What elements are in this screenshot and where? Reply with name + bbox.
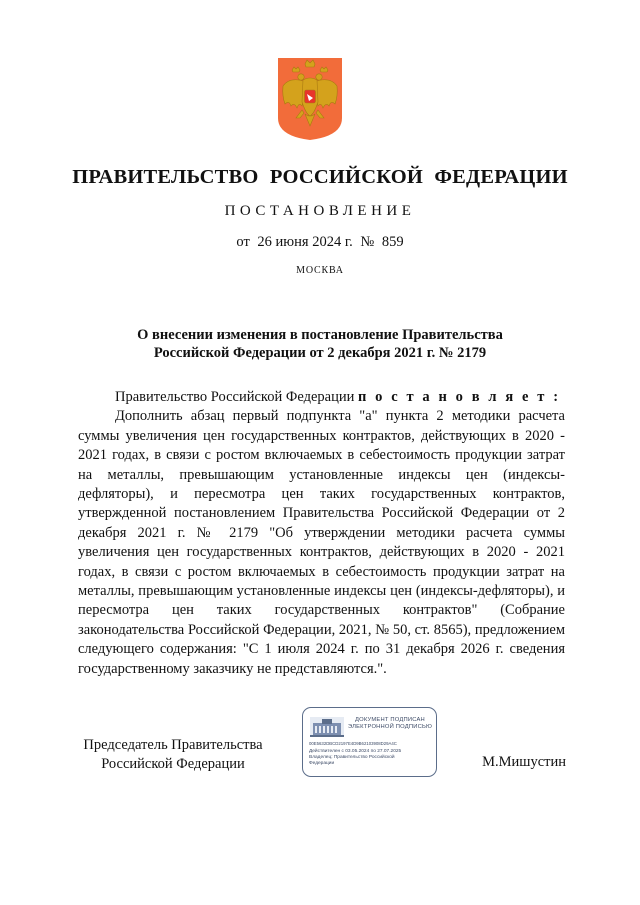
resolves-word: п о с т а н о в л я е т : <box>357 389 561 405</box>
heading-line-2: Российской Федерации от 2 декабря 2021 г. № 2179 <box>153 345 487 361</box>
stamp-title <box>347 717 433 731</box>
document-number: 859 <box>381 234 404 250</box>
heading-line-1: О внесении изменения в постановление Правительства <box>137 327 503 343</box>
number-sign: № <box>360 234 375 250</box>
stamp-owner-line-1: Владелец: Правительство Российской <box>309 755 395 760</box>
stamp-title-line-2: ЭЛЕКТРОННОЙ ПОДПИСЬЮ <box>347 724 433 731</box>
stamp-owner-line-2: Федерации <box>309 761 335 766</box>
government-title: ПРАВИТЕЛЬСТВО РОССИЙСКОЙ ФЕДЕРАЦИИ <box>72 166 568 188</box>
stamp-title-line-1: ДОКУМЕНТ ПОДПИСАН <box>355 717 425 723</box>
stamp-validity: Действителен с 03.05.2024 по 27.07.2025 <box>309 749 402 754</box>
signer-name: М.Мишустин <box>482 754 566 770</box>
government-building-icon <box>310 717 344 737</box>
russian-coat-of-arms-icon <box>276 56 344 142</box>
resolution-lead <box>78 388 565 407</box>
document-date-line <box>0 234 640 251</box>
signer-position-line-2: Российской Федерации <box>101 755 245 772</box>
signer-position-line-1: Председатель Правительства <box>83 737 263 753</box>
signer-position <box>78 736 268 773</box>
date-prefix: от <box>236 234 250 250</box>
lead-text: Правительство Российской Федерации <box>115 389 355 405</box>
document-date: 26 июня 2024 г. <box>257 234 353 250</box>
document-body <box>78 388 565 679</box>
resolution-paragraph: Дополнить абзац первый подпункта "а" пункта 2 методики расчета суммы увеличения цен государственных контрактов, действующих в 2020 - 2021 годах, в связи с ростом включаемых в себестоимость продукции затрат на металлы, превышающим установленные индексы цен (индексы-дефляторы), и пересмотра цен таких государственных контрактов, утвержденной постановлением Правительства Российской Федерации от 2 декабря 2021 г. № 2179 "Об утверждении методики расчета суммы увеличения цен государственных контрактов, действующих в 2020 - 2021 годах, в связи с ростом включаемых в себестоимость продукции затрат на металлы, превышающим установленные индексы цен (индексы-дефляторы), и пересмотра цен таких государственных контрактов" (Собрание законодательства Российской Федерации, 2021, № 50, ст. 8565), предложением следующего содержания: "С 1 июля 2024 г. по 31 декабря 2026 г. сведения государственному заказчику не представляются.". <box>78 408 565 677</box>
city: МОСКВА <box>296 265 344 276</box>
stamp-certificate: 00E5632DBCD2197E4D9B62103908D29A4C <box>309 741 397 746</box>
electronic-signature-stamp <box>302 707 437 777</box>
document-heading <box>100 326 540 362</box>
document-type: ПОСТАНОВЛЕНИЕ <box>224 203 416 219</box>
